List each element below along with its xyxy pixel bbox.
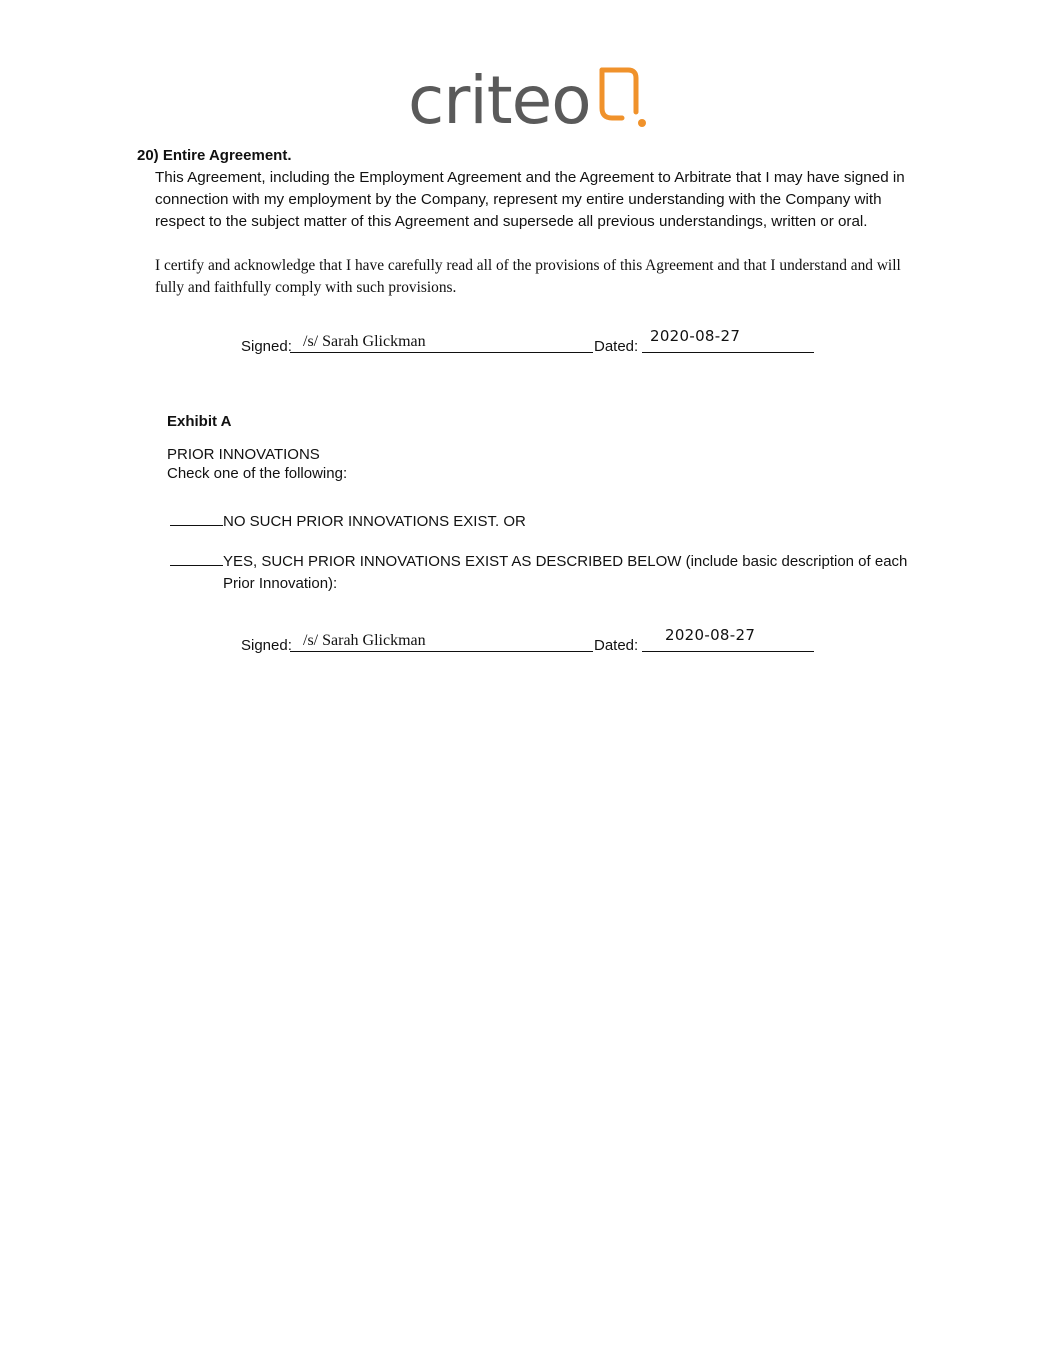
option-label-continued: Prior Innovation):	[223, 575, 338, 592]
signature-row-1	[241, 327, 821, 355]
exhibit-title: Exhibit A	[167, 413, 232, 430]
option-label: NO SUCH PRIOR INNOVATIONS EXIST. OR	[223, 513, 526, 530]
certification-paragraph: I certify and acknowledge that I have carefully read all of the provisions of this Agreement and that I understand and will fully and faithfully comply with such provisions.	[155, 257, 901, 296]
date-line	[642, 651, 814, 652]
logo-wordmark: criteo	[408, 62, 591, 139]
signature-value: /s/ Sarah Glickman	[303, 333, 426, 350]
entire-agreement-paragraph: This Agreement, including the Employment Agreement and the Agreement to Arbitrate that I may have signed in connection with my employment by the Company, represent my entire understanding with the Company with respect to the subject matter of this Agreement and supersede all previous understandings, written or oral.	[155, 169, 905, 230]
signature-line	[290, 352, 593, 353]
option-no-prior-innovations	[170, 511, 526, 530]
exhibit-subtitle: PRIOR INNOVATIONS	[167, 446, 320, 463]
signed-label: Signed:	[241, 338, 292, 355]
dated-label: Dated:	[594, 338, 639, 355]
dated-label: Dated:	[594, 637, 639, 654]
check-blank	[170, 551, 223, 566]
signature-line	[290, 651, 593, 652]
criteo-logo	[408, 60, 648, 139]
check-blank	[170, 511, 223, 526]
section-heading: 20) Entire Agreement.	[137, 147, 292, 164]
option-yes-prior-innovations	[170, 551, 910, 570]
date-line	[642, 352, 814, 353]
logo-bracket-icon	[598, 66, 648, 130]
date-value: 2020-08-27	[665, 626, 756, 644]
signed-label: Signed:	[241, 637, 292, 654]
date-value: 2020-08-27	[650, 327, 741, 345]
option-label: YES, SUCH PRIOR INNOVATIONS EXIST AS DESCRIBED BELOW (include basic description of each	[223, 553, 908, 570]
signature-row-2	[241, 626, 821, 654]
exhibit-instruction: Check one of the following:	[167, 465, 348, 482]
signature-value: /s/ Sarah Glickman	[303, 632, 426, 649]
